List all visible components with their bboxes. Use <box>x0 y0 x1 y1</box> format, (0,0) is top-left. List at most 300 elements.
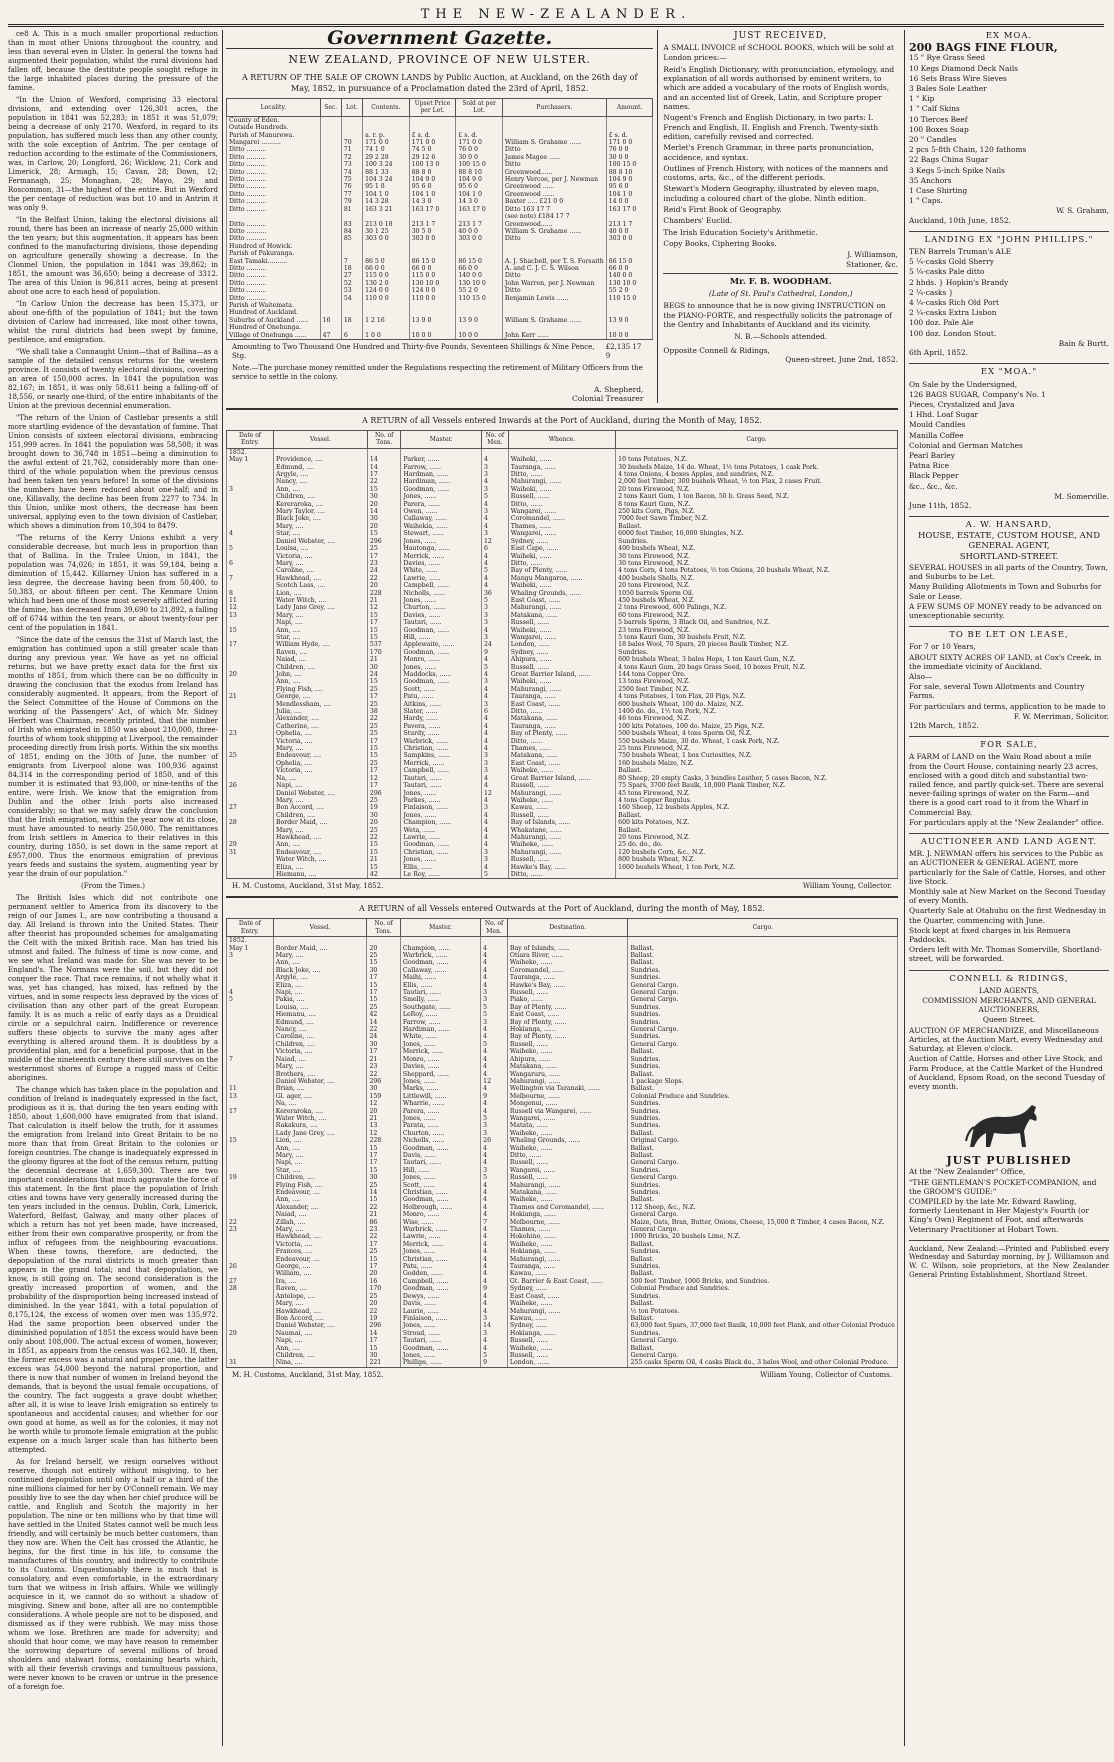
table-cell <box>227 1019 274 1026</box>
advert-line: For sale, several Town Allotments and Country Farms. <box>909 682 1085 701</box>
table-cell: 15 <box>367 745 401 752</box>
table-row <box>227 1122 898 1129</box>
table-cell: Children, .... <box>273 1352 367 1359</box>
advert-line: HOUSE, ESTATE, CUSTOM HOUSE, AND GENERAL AGENT, <box>917 531 1101 551</box>
table-cell: Jones, ...... <box>401 538 482 545</box>
advert-line: 3 Bales Sole Leather <box>909 84 987 94</box>
table-row <box>227 575 898 582</box>
book-item: The Irish Education Society's Arithmetic. <box>663 227 818 237</box>
gazette-section <box>226 30 658 403</box>
table-row <box>227 471 898 478</box>
table-row <box>227 1248 898 1255</box>
table-cell: Russell, ...... <box>507 989 628 996</box>
table-row <box>227 834 898 841</box>
table-cell: 4 <box>481 1278 508 1285</box>
table-cell: 17 <box>367 1337 400 1344</box>
advert-line: 4 ¼-casks Rich Old Port <box>909 298 999 308</box>
table-cell: Outside Hundreds. <box>227 124 321 131</box>
advert-date: Auckland, 10th June, 1852. <box>909 215 1011 225</box>
table-cell: 296 <box>367 1322 400 1329</box>
table-cell: White, ...... <box>401 567 482 574</box>
table-cell <box>502 324 606 331</box>
table-cell: 4 <box>481 1152 508 1159</box>
table-cell: 1852. <box>227 448 274 456</box>
article-paragraph: The change which has taken place in the population and condition of Ireland is inadequately expressed in the fact, prodigious as it is, that during the ten years ending with 1850, about 1,600,000 have emigrated from that island. That calculation is itself below the truth, for it assumes the emigration from Ireland into Great Britain to be no more than that from Great Britain to the colonies or foreign countries. The change is inadequately expressed in the gloomy figures at the foot of the census return, putting the decennial decrease at 1,659,300. There are two important considerations that much aggravate the force of this statement. In the first place the population of Irish cities and towns have very generally increased during the ten years included in the census. Dublin, Cork, Limerick, Waterford, Belfast, Galway, and many other places of which a return has not yet been made, have increased, either from their own comparative prosperity, or from the influx of refugees from the neighbouring evacuations. When these towns, therefore, are deducted, the depopulation of the rural districts is much greater than appears in the grand total; and that depopulation, we know, is still going on. The second consideration is the greatly increased proportion of women, and the probability of the disproportion being increased instead of diminished. In the year 1841, with a total population of 8,175,124, the excess of women over men was 135,972. Had the same proportion been observed under the diminished population of 1851 the excess would have been only about 108,000. The actual excess of women, however, in 1851, as appears from the census was 162,340. If, then, the former excess was a natural and proper one, the latter excess was 54,000 beyond the natural proportion, and there is now that number of women in Ireland beyond the demands, that is beyond the usual female occupations, of the country. The fact suggests a grave doubt whether, after all, it is wise to leave Irish emigration so entirely to spontaneous and accidental causes; and whether for our own good at home, as well as for the colonies, it may not be worth while to promote female emigration at the public expense on a much larger scale than has hitherto been attempted. <box>8 1086 218 1454</box>
table-cell: 124 0 0 <box>409 287 456 294</box>
table-cell: Raven, .... <box>273 649 367 656</box>
table-cell: Laurie, ...... <box>400 1308 480 1315</box>
table-cell: 4 <box>481 686 508 693</box>
table-row <box>227 309 653 316</box>
table-cell: 17 <box>367 782 401 789</box>
table-cell: 3 <box>481 530 508 537</box>
table-cell: 30 <box>367 1041 400 1048</box>
table-cell: 25 <box>367 730 401 737</box>
table-cell: 30 <box>367 1352 400 1359</box>
table-cell: 15 <box>367 982 400 989</box>
table-cell <box>227 1100 274 1107</box>
masthead: THE NEW-ZEALANDER. <box>8 6 1104 27</box>
table-row <box>227 560 898 567</box>
table-cell: Hokianga, ...... <box>507 1211 628 1218</box>
table-cell <box>456 302 503 309</box>
table-cell: 3 <box>481 760 508 767</box>
table-cell: Ditto, ...... <box>508 501 615 508</box>
table-cell: 4 tons Kauri Gum, 20 bags Grass Seed, 10 boxes Fruit, N.Z. <box>616 664 898 671</box>
table-cell: 20 <box>367 501 401 508</box>
table-row <box>227 1159 898 1166</box>
advert-line: 1 Case Shirting <box>909 186 968 196</box>
table-cell: 25 <box>367 545 401 552</box>
table-cell: 19 <box>367 804 401 811</box>
table-row <box>227 1345 898 1352</box>
table-cell: Matakana, ...... <box>508 752 615 759</box>
table-cell: 29 12 6 <box>409 154 456 161</box>
table-row <box>227 302 653 309</box>
table-cell: Sundries. <box>628 1033 898 1040</box>
table-cell: 7 <box>341 258 362 265</box>
table-cell: 22 <box>367 478 401 485</box>
table-cell: 86 <box>367 1219 400 1226</box>
inwards-footer-left: H. M. Customs, Auckland, 31st May, 1852. <box>232 882 384 891</box>
table-cell: Waiheke, ...... <box>508 841 615 848</box>
table-cell: Hawke's Bay, ...... <box>507 982 628 989</box>
table-cell <box>320 265 341 272</box>
table-cell: 27 <box>227 804 274 811</box>
column-header: Destination. <box>507 919 628 937</box>
table-cell: 17 <box>367 1152 400 1159</box>
table-cell: Sundries. <box>628 1122 898 1129</box>
table-cell: 163 17 0 <box>606 206 653 213</box>
table-cell: 15 <box>367 1145 400 1152</box>
table-cell: 3 <box>481 1122 508 1129</box>
advert-title: EX MOA. <box>985 31 1033 41</box>
table-row <box>227 448 898 456</box>
table-cell: 16 <box>320 317 341 324</box>
table-cell: Sundries. <box>628 1019 898 1026</box>
table-cell <box>227 723 274 730</box>
table-row <box>227 686 898 693</box>
table-cell: Hundred of Auckland. <box>227 309 321 316</box>
table-cell: Merrick, ...... <box>401 760 482 767</box>
table-cell: 537 <box>367 641 401 648</box>
table-cell: Bay of Plenty, ...... <box>508 567 615 574</box>
table-cell: 86 5 0 <box>363 258 410 265</box>
table-cell: London, ...... <box>507 1359 628 1367</box>
table-cell: Henry Vercoe, per J. Newman <box>502 176 606 183</box>
table-cell: Caroline, .... <box>273 567 367 574</box>
table-cell: Gt. Barrier & East Coast, ...... <box>507 1278 628 1285</box>
table-cell: 12 <box>481 790 508 797</box>
table-cell: Southgate, ...... <box>400 1004 480 1011</box>
table-cell: Ballast. <box>628 945 898 952</box>
table-cell: Border Maid, .... <box>273 819 367 826</box>
table-cell <box>616 448 898 456</box>
table-row <box>227 228 653 235</box>
table-cell: 228 <box>367 1137 400 1144</box>
table-cell: 4 <box>481 715 508 722</box>
column-header: Cargo. <box>628 919 898 937</box>
table-cell: 4 <box>481 1063 508 1070</box>
table-cell: Goodman, ...... <box>400 1345 480 1352</box>
table-cell: 4 <box>481 982 508 989</box>
advert-signature: W. S. Graham, <box>1056 206 1109 216</box>
table-cell: 25 tons Firewood, N.Z. <box>616 745 898 752</box>
table-cell <box>227 797 274 804</box>
table-cell: Sturdy, ...... <box>401 730 482 737</box>
table-cell: 9 <box>481 1359 508 1367</box>
table-cell: Warbrick, ...... <box>401 738 482 745</box>
table-cell: Original Cargo. <box>628 1137 898 1144</box>
table-cell: 550 bushels Maize, 30 do. Wheat, 1 cask Pork, N.Z. <box>616 738 898 745</box>
table-cell: 4 <box>481 1293 508 1300</box>
table-row <box>227 604 898 611</box>
table-cell: Sheppard, ...... <box>400 1071 480 1078</box>
table-cell: Christian, ...... <box>400 1256 480 1263</box>
article-paragraph: As for Ireland herself, we resign ourselves without reserve, though not entirely without misgiving, to her continued depopulation until only a half or a third of the nine millions claimed for her by O'Connell remain. We may possibly live to see the day when her chief produce will be cattle, and English and Scotch the majority in her population. The nine or ten millions who by that time will have settled in the United States cannot well be much less friendly, and will certainly be much better customers, than they now are. When the Celt has crossed the Atlantic, he begins, for the first time in his life, to consume the manufactures of this country, and indirectly to contribute to its Customs. Unquestionably there is much that is consolatory, and even comfortable, in the extraordinary turn that we witness in Irish affairs. While we willingly acquiesce in it, we cannot do so without a shadow of misgiving. Sinew and bone, after all are no contemptible considerations. A whole people are not to be disposed, and dismissed as if they were rubbish. We may miss those whom we lose. Brethren are made for adversity; and should that hour come, we may have reason to remember the sorrowing departure of several millions of broad shoulders and stalwart forms, containing hearts which, with all their feverish cravings and tumultuous passions, were never known to be craven or untrue in the presence of a foreign foe. <box>8 1458 218 1691</box>
table-cell: Aitkins, ...... <box>401 701 482 708</box>
table-cell: Flying Fish, .... <box>273 1182 367 1189</box>
table-row <box>227 678 898 685</box>
table-row <box>227 1115 898 1122</box>
table-cell: Jones, ...... <box>400 1322 480 1329</box>
table-cell <box>456 116 503 124</box>
table-cell: 4 <box>481 1241 508 1248</box>
table-cell: 303 0 0 <box>363 235 410 242</box>
advert-line: Pieces, Crystalized and Java <box>909 399 1015 409</box>
table-cell: 21 <box>367 1211 400 1218</box>
table-cell: Ditto, ...... <box>507 1152 628 1159</box>
table-row <box>227 952 898 959</box>
table-cell: Russell, ...... <box>507 1337 628 1344</box>
table-cell: 14 <box>367 508 401 515</box>
table-cell: 66 0 0 <box>456 265 503 272</box>
table-cell: 17 <box>367 974 400 981</box>
table-row <box>227 1033 898 1040</box>
table-cell: 163 17 0 <box>409 206 456 213</box>
table-cell: Russell via Wangarei, ...... <box>507 1108 628 1115</box>
table-cell: Lady Jane Grey, .... <box>273 1130 367 1137</box>
table-cell: 22 <box>367 715 401 722</box>
table-cell: 160 bushels Maize, N.Z. <box>616 760 898 767</box>
table-cell: 25 <box>367 723 401 730</box>
table-cell: 4 <box>481 1071 508 1078</box>
table-cell: Ann, .... <box>273 1145 367 1152</box>
table-cell: Bon Accord, .... <box>273 804 367 811</box>
advert-title: TO BE LET ON LEASE, <box>949 630 1069 641</box>
table-row <box>227 1056 898 1063</box>
table-cell: 17 <box>367 619 401 626</box>
table-cell: 171 0 0 <box>363 139 410 146</box>
column-header: Whence. <box>508 431 615 449</box>
book-item: Stewart's Modern Geography, illustrated by eleven maps, including a coloured chart of the globe. Ninth edition. <box>663 184 880 203</box>
woodham-title: Mr. F. B. WOODHAM. <box>729 276 832 287</box>
table-cell: 15 <box>367 864 401 871</box>
table-cell: 163 17 0 <box>456 206 503 213</box>
table-cell: 11 <box>227 597 274 604</box>
table-cell: 4 <box>227 989 274 996</box>
table-cell: Callaway, ...... <box>401 515 482 522</box>
table-cell: Ellis, ...... <box>400 982 480 989</box>
table-cell <box>227 508 274 515</box>
table-cell: 3 <box>481 634 508 641</box>
inwards-footer-right: William Young, Collector. <box>802 882 892 891</box>
table-cell: 5 <box>227 545 274 552</box>
table-cell <box>227 1256 274 1263</box>
table-cell: Ballast. <box>628 1270 898 1277</box>
table-cell: Caroline, .... <box>273 1033 367 1040</box>
table-row <box>227 545 898 552</box>
table-cell: 21 <box>367 1056 400 1063</box>
table-cell: Godden, ...... <box>400 1270 480 1277</box>
advert-moa2 <box>909 368 1109 510</box>
table-cell <box>409 309 456 316</box>
table-row <box>227 183 653 190</box>
advert-title: JUST PUBLISHED <box>946 1154 1072 1168</box>
table-cell: 4 <box>481 812 508 819</box>
table-cell: Sundries. <box>628 1063 898 1070</box>
table-row <box>227 1263 898 1270</box>
table-cell: Mary, .... <box>273 560 367 567</box>
table-cell <box>456 124 503 131</box>
table-cell: £ s. d. <box>409 132 456 139</box>
table-cell: 15 <box>367 634 401 641</box>
table-cell: 29 <box>227 1330 274 1337</box>
total-amount: £2,135 17 9 <box>605 343 642 360</box>
advert-signature: F. W. Merriman, Solicitor. <box>1013 711 1109 721</box>
table-cell: Nicholls, ...... <box>401 590 482 597</box>
table-cell <box>227 523 274 530</box>
table-cell: 15 <box>367 996 400 1003</box>
table-cell: 112 Sheep, &c., N.Z. <box>628 1204 898 1211</box>
table-cell <box>227 1152 274 1159</box>
advert-line: Monthly sale at New Market on the Second Tuesday of every Month. <box>909 887 1106 906</box>
table-cell <box>227 656 274 663</box>
table-row <box>227 161 653 168</box>
table-cell <box>227 827 274 834</box>
advert-line: SEVERAL HOUSES in all parts of the Country, Town, and Suburbs to be Let. <box>909 562 1108 582</box>
table-cell <box>502 243 606 250</box>
table-cell: Ditto 163 17 7 <box>502 206 606 213</box>
table-cell: Napi, .... <box>273 1159 367 1166</box>
advert-line: 100 doz. Pale Ale <box>909 318 974 328</box>
table-cell <box>320 287 341 294</box>
table-cell: Russell, ...... <box>507 1159 628 1166</box>
table-cell: 4 <box>481 974 508 981</box>
table-cell: 4 tons Potatoes, 1 ton Flax, 20 Pigs, N.Z. <box>616 693 898 700</box>
table-cell <box>227 649 274 656</box>
table-cell: 21 <box>367 856 401 863</box>
table-cell: Lawrie, ...... <box>401 834 482 841</box>
table-cell: Mangarei .......... <box>227 139 321 146</box>
table-cell: Tautari, ...... <box>401 782 482 789</box>
table-cell: Ballast. <box>628 959 898 966</box>
advert-line: 5 ¼-casks Pale ditto <box>909 267 985 277</box>
table-row <box>227 1152 898 1159</box>
table-cell: 4 tons Onions, 4 boxes Apples, and sundries, N.Z. <box>616 471 898 478</box>
table-cell: General Cargo. <box>628 1041 898 1048</box>
table-cell: 76 0 0 <box>456 146 503 153</box>
table-cell: James Magee ...... <box>502 154 606 161</box>
table-cell: Mahurangi, ...... <box>508 790 615 797</box>
table-cell: 84 <box>341 228 362 235</box>
treasurer-signature: A. Shepherd, <box>593 385 644 394</box>
table-cell: 19 <box>367 1315 400 1322</box>
table-cell: Patu, ...... <box>401 693 482 700</box>
table-cell: Sydney, ...... <box>508 649 615 656</box>
table-cell: Ditto <box>502 287 606 294</box>
table-cell: 24 <box>367 1033 400 1040</box>
table-cell: Scotch Lass, .... <box>273 582 367 589</box>
column-header: Date of Entry. <box>227 431 274 449</box>
table-cell: Matakana, ...... <box>507 1063 628 1070</box>
table-cell: 17 <box>367 1159 400 1166</box>
table-row <box>227 1337 898 1344</box>
table-cell: Ballast. <box>628 1300 898 1307</box>
table-cell: Waiheke, ...... <box>507 1048 628 1055</box>
table-cell: William, .... <box>273 1270 367 1277</box>
table-cell: 88 8 10 <box>606 169 653 176</box>
table-cell: Dewys, ...... <box>400 1293 480 1300</box>
article-paragraph: "In the Union of Wexford, comprising 33 electoral divisions, and extending over 126,301 acres, the population in 1841 was 52,283; in 1851 it was 51,079; being a decrease of only 2170. Wexford, in regard to its population, has suffered much less than any other county, with the sole exception of Antrim. The per centage of reduction according to the estimate of the Commissioners, was, in Carlow, 20; Longford, 26; Wicklow, 21; Cork and Limerick, 28; Armagh, 15; Cavan, 28; Down, 12; Fermanagh, 25; Monaghan, 28; Mayo, 29; and Roscommon, 31—the highest of the entire. But in Wexford the per centage of reduction was but 10 and in Antrim it was only 9. <box>8 96 218 212</box>
table-cell: Victoria, .... <box>273 738 367 745</box>
table-cell: Mary, .... <box>273 1300 367 1307</box>
table-cell: 5 <box>481 597 508 604</box>
table-cell <box>606 213 653 220</box>
table-cell: 83 <box>341 221 362 228</box>
table-cell: Victoria, .... <box>273 767 367 774</box>
table-cell: Antelope, .... <box>273 1293 367 1300</box>
table-cell: 17 <box>367 471 401 478</box>
table-cell <box>227 1337 274 1344</box>
table-cell: Ballast. <box>628 1345 898 1352</box>
table-cell: 71 <box>341 146 362 153</box>
table-cell: 17 <box>367 693 401 700</box>
advert-title: LANDING EX "JOHN PHILLIPS." <box>924 234 1094 245</box>
table-cell: Farrow, ...... <box>400 1019 480 1026</box>
table-cell: 130 10 0 <box>409 280 456 287</box>
table-cell: 4 tons Copper Regulus. <box>616 797 898 804</box>
table-cell <box>227 1300 274 1307</box>
table-cell: 115 0 0 <box>363 272 410 279</box>
table-cell: Sundries. <box>628 1108 898 1115</box>
table-cell: 20 tons Firewood, N.Z. <box>616 834 898 841</box>
table-cell: Mangu Mangaroa, ...... <box>508 575 615 582</box>
table-cell: Davies, ...... <box>401 612 482 619</box>
table-row <box>227 790 898 797</box>
table-cell: 25 <box>367 701 401 708</box>
table-cell: 79 <box>341 198 362 205</box>
table-cell: Ballast. <box>628 1256 898 1263</box>
table-cell: 3 <box>481 471 508 478</box>
advert-line: 2 pcs 5-8th Chain, 120 fathoms <box>909 145 1027 155</box>
table-cell: 66 0 0 <box>409 265 456 272</box>
column-header: Amount. <box>606 99 653 117</box>
table-row <box>227 1041 898 1048</box>
table-cell: 140 0 0 <box>606 272 653 279</box>
table-cell: Patu, ...... <box>400 1263 480 1270</box>
advert-line: For 7 or 10 Years, <box>909 642 976 652</box>
table-cell: Ballast. <box>628 1196 898 1203</box>
table-cell: Nina, .... <box>273 1359 367 1367</box>
table-cell: 4 <box>481 841 508 848</box>
table-cell: Lady Jane Grey, .... <box>273 604 367 611</box>
book-item: Reid's English Dictionary, with pronunciation, etymology, and explanation of all words authorised by eminent writers, to which are added a vocabulary of the roots of English words, and an accented list of Greek, Latin, and Scripture proper names. <box>663 64 895 112</box>
table-cell: Whaling Grounds, ...... <box>507 1137 628 1144</box>
table-cell: Ballast. <box>628 952 898 959</box>
table-cell: Melbourne, ...... <box>507 1093 628 1100</box>
table-cell: Tautari, ...... <box>400 1159 480 1166</box>
table-cell: Julia, .... <box>273 708 367 715</box>
table-cell <box>507 937 628 945</box>
table-cell: Daniel Webster, .... <box>273 1322 367 1329</box>
table-cell: May 1 <box>227 945 274 952</box>
table-cell: General Cargo. <box>628 1026 898 1033</box>
table-cell <box>227 1159 274 1166</box>
table-cell: 17 <box>367 1263 400 1270</box>
table-cell: Greenwood...... <box>502 221 606 228</box>
table-row <box>227 1219 898 1226</box>
table-cell: 1050 barrels Sperm Oil. <box>616 590 898 597</box>
table-row <box>227 1308 898 1315</box>
table-cell: 40 0 0 <box>606 228 653 235</box>
table-cell: 30 <box>367 493 401 500</box>
table-cell: Argyle, .... <box>273 974 367 981</box>
table-cell: 60 tons Firewood, N.Z. <box>616 612 898 619</box>
table-cell: 3 <box>481 678 508 685</box>
table-row <box>227 1322 898 1329</box>
table-cell <box>227 1211 274 1218</box>
advert-line: For particulars apply at the "New Zealander" office. <box>909 817 1105 827</box>
table-cell: Children, .... <box>273 493 367 500</box>
table-cell: 38 <box>367 708 401 715</box>
table-cell: Lion, .... <box>273 590 367 597</box>
table-row <box>227 982 898 989</box>
table-cell: 110 0 0 <box>363 295 410 302</box>
table-cell: Ditto .......... <box>227 221 321 228</box>
table-cell: East Coast, ...... <box>507 1293 628 1300</box>
table-row <box>227 945 898 952</box>
table-cell: Mary, .... <box>273 745 367 752</box>
table-cell: East Coast, ...... <box>508 701 615 708</box>
table-cell: Finlaison, ...... <box>400 1315 480 1322</box>
table-cell: 3 <box>481 1315 508 1322</box>
table-cell: Tautari, ...... <box>401 775 482 782</box>
article-paragraph: "The return of the Union of Castlebar presents a still more startling evidence of the devastation of famine. That Union consists of sixteen electoral divisions, embracing 151,999 acres. In 1841 the population was 58,508; it was brought down to 36,748 in 1851—being a diminution to the awful extent of 21,762, considerably more than one-third of the whole population when the previous census had been taken ten years before! In some of the divisions the numbers have been reduced about one-half; and in one, Killavally, the decline has been from 2277 to 734. In this Union, unlike most others, the decrease has been universal, applying even to the town division of Castlebar, which shows a diminution from 10,304 to 8479. <box>8 414 218 530</box>
table-cell: 4 <box>481 827 508 834</box>
table-row <box>227 730 898 737</box>
table-cell: Kawau, ...... <box>507 1315 628 1322</box>
